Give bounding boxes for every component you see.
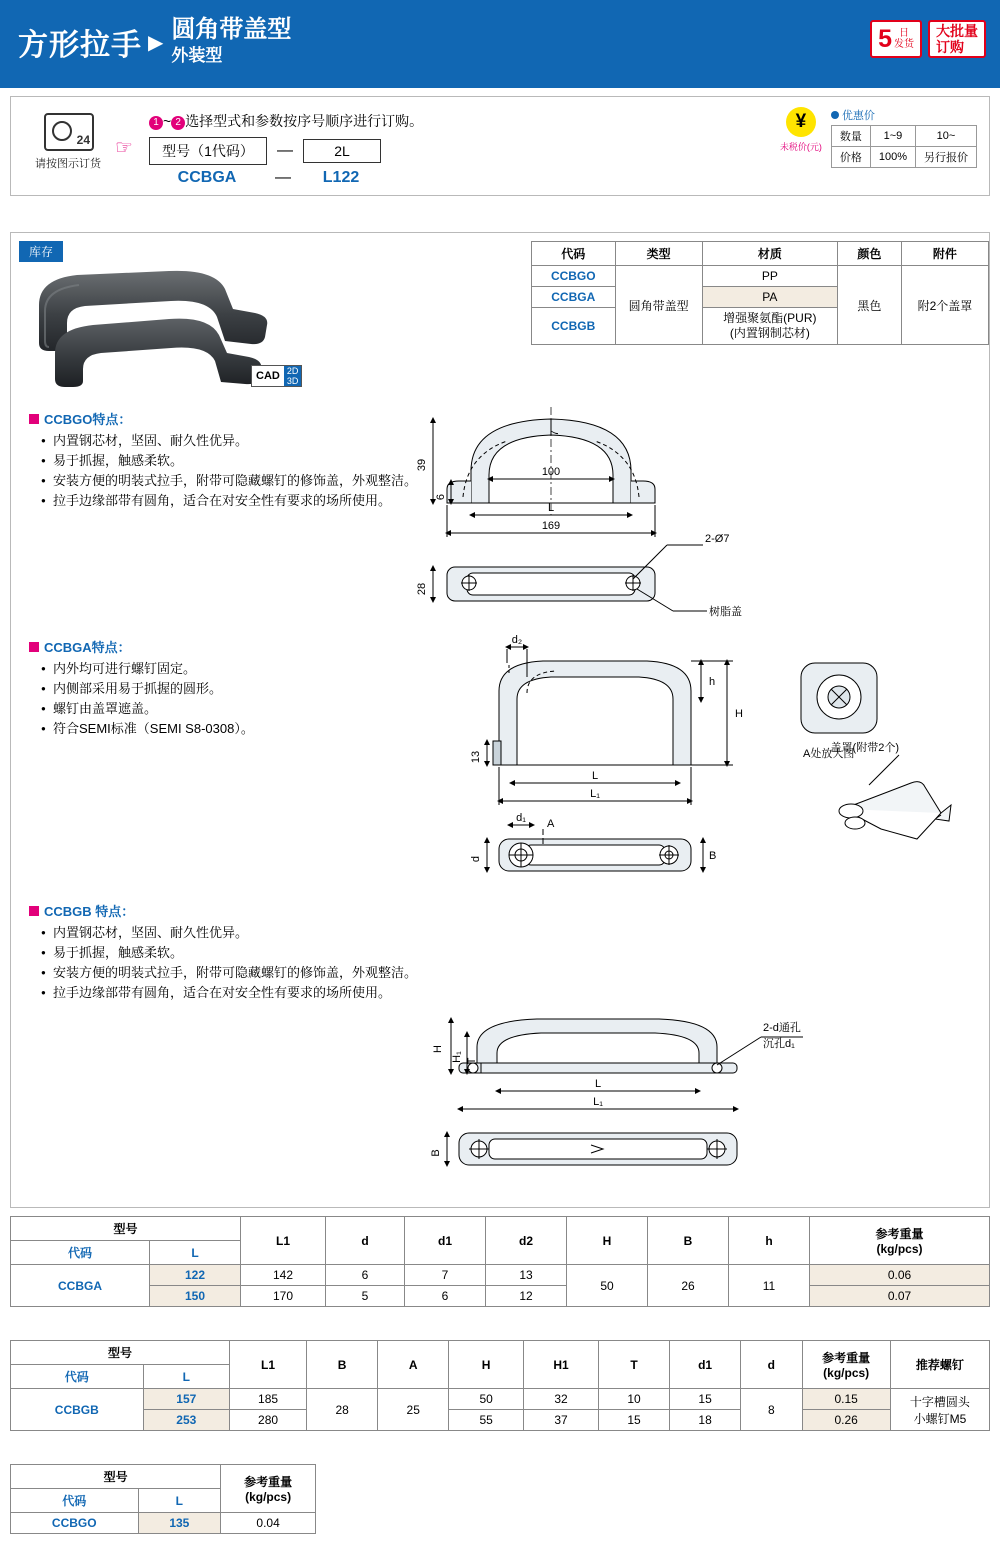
spec-type-value: 圆角带盖型 <box>615 266 702 345</box>
dim-13: 13 <box>470 750 482 764</box>
t1-row0-L: 122 <box>150 1265 241 1286</box>
t1-h-value: 11 <box>729 1265 810 1307</box>
dim-d: d <box>470 855 482 863</box>
t2-row1-weight: 0.26 <box>802 1410 890 1431</box>
spec-header-type: 类型 <box>615 242 702 266</box>
t3-sub-code: 代码 <box>11 1489 139 1513</box>
t1-sub-code: 代码 <box>11 1241 150 1265</box>
t1-weight-line2: (kg/pcs) <box>876 1242 923 1256</box>
step-1-badge: 1 <box>149 116 163 130</box>
label-A: A <box>547 818 555 830</box>
dim-169: 169 <box>541 520 561 532</box>
t2-row0-L: 157 <box>143 1389 229 1410</box>
page-header <box>0 0 1000 88</box>
spec-material-pp: PP <box>702 266 837 287</box>
t2-col-B: B <box>307 1341 378 1389</box>
label-hole-through: 2-d通孔 <box>763 1022 801 1034</box>
dim-H1: H₁ <box>451 1051 463 1063</box>
badge-shipping-days <box>870 20 922 58</box>
t1-row1-L1: 170 <box>241 1286 326 1307</box>
feature-title-ccbga: CCBGA特点： <box>29 637 459 656</box>
dim-B: B <box>430 1149 442 1157</box>
model-code-box <box>149 137 267 165</box>
cad-2d-label: 2D <box>284 366 302 376</box>
t3-weight-value: 0.04 <box>221 1513 316 1534</box>
t1-H-value: 50 <box>567 1265 648 1307</box>
badge-days-label-2: 发货 <box>894 39 914 50</box>
spec-header-material: 材质 <box>702 242 837 266</box>
header-badges <box>870 20 986 58</box>
dim-100: 100 <box>541 466 561 478</box>
t2-col-weight <box>802 1341 890 1389</box>
feature-item: ● 内置钢芯材，坚固、耐久性优异。 <box>41 924 499 941</box>
price-row-label-qty: 数量 <box>831 126 870 147</box>
t1-row1-d: 5 <box>326 1286 405 1307</box>
dim-L: L <box>547 502 555 514</box>
example-dash: — <box>275 169 291 186</box>
dim-d2: d₂ <box>511 634 523 646</box>
model-format-row <box>149 137 381 165</box>
price-qty-1: 1~9 <box>870 126 915 147</box>
drawing-ccbgo <box>411 393 771 648</box>
spec-code-ccbgo: CCBGO <box>532 266 616 287</box>
dimension-table-ccbgo <box>10 1464 316 1534</box>
t2-col-H1: H1 <box>524 1341 599 1389</box>
price-val-1: 100% <box>870 147 915 168</box>
length-box-step: 2 <box>334 143 342 159</box>
price-tax-note: 未税价(元) <box>779 142 822 152</box>
t1-row0-d2: 13 <box>486 1265 567 1286</box>
spec-material-pa: PA <box>702 287 837 308</box>
cad-download-tag[interactable] <box>251 365 302 387</box>
length-box-suffix: L <box>342 143 350 159</box>
t1-B-value: 26 <box>648 1265 729 1307</box>
t3-weight-line2: (kg/pcs) <box>245 1490 292 1504</box>
pointing-hand-icon: ☞ <box>115 137 133 159</box>
feature-item: ● 内外均可进行螺钉固定。 <box>41 660 459 677</box>
t1-code-value: CCBGA <box>11 1265 150 1307</box>
feature-block-ccbgb <box>29 901 499 1004</box>
t1-col-h: h <box>729 1217 810 1265</box>
t2-row0-H1: 32 <box>524 1389 599 1410</box>
phone-order-label: 请按图示订货 <box>35 158 101 170</box>
t2-A-value: 25 <box>378 1389 449 1431</box>
phone-order-block <box>29 107 107 171</box>
price-title: 优惠价 <box>831 107 977 123</box>
price-block <box>779 107 977 168</box>
t2-screw-line2: 小螺钉M5 <box>913 1411 967 1426</box>
dim-39: 39 <box>416 458 428 472</box>
dim-L: L <box>594 1078 602 1090</box>
specification-table <box>531 241 989 345</box>
order-instruction-bar <box>10 96 990 196</box>
dim-h: h <box>709 676 716 688</box>
dim-28: 28 <box>416 582 428 596</box>
badge-bulk-line2: 订购 <box>936 39 964 55</box>
feature-item: ● 内置钢芯材，坚固、耐久性优异。 <box>41 432 499 449</box>
length-code-box <box>303 139 381 163</box>
label-cover: 盖罩(附带2个) <box>830 742 899 754</box>
t1-sub-L: L <box>150 1241 241 1265</box>
t1-group-header: 型号 <box>11 1217 241 1241</box>
spec-material-pur-line2: (内置钢制芯材) <box>729 326 810 340</box>
t3-weight-line1: 参考重量 <box>244 1475 293 1489</box>
yen-icon-block <box>779 107 823 153</box>
t2-row1-T: 15 <box>598 1410 669 1431</box>
t1-col-d1: d1 <box>405 1217 486 1265</box>
dim-T: T <box>466 1057 478 1065</box>
t1-col-B: B <box>648 1217 729 1265</box>
t2-col-d: d <box>741 1341 802 1389</box>
price-table <box>831 125 977 168</box>
t1-col-d: d <box>326 1217 405 1265</box>
t3-code-value: CCBGO <box>11 1513 139 1534</box>
t2-row0-T: 10 <box>598 1389 669 1410</box>
t2-B-value: 28 <box>307 1389 378 1431</box>
price-row-label-price: 价格 <box>831 147 870 168</box>
dim-L: L <box>591 770 599 782</box>
t2-row1-H1: 37 <box>524 1410 599 1431</box>
spec-material-pur <box>702 308 837 345</box>
main-content-box <box>10 232 990 1208</box>
order-note-tilde: ~ <box>163 113 172 129</box>
feature-block-ccbga <box>29 637 459 740</box>
feature-item: ● 符合SEMI标准（SEMI S8-0308）。 <box>41 720 459 737</box>
t3-sub-L: L <box>138 1489 221 1513</box>
t3-L-value: 135 <box>138 1513 221 1534</box>
spec-accessory-value: 附2个盖罩 <box>901 266 988 345</box>
order-note <box>149 111 423 131</box>
spec-code-ccbgb: CCBGB <box>532 308 616 345</box>
feature-item: ● 螺钉由盖罩遮盖。 <box>41 700 459 717</box>
label-counterbore: 沉孔d₁ <box>763 1038 795 1050</box>
t2-row0-weight: 0.15 <box>802 1389 890 1410</box>
feature-title-ccbgo: CCBGO特点： <box>29 409 499 428</box>
badge-bulk-order <box>928 20 986 58</box>
model-box-prefix: 型号（ <box>162 143 205 159</box>
t1-row0-d1: 7 <box>405 1265 486 1286</box>
t2-row0-d1: 15 <box>670 1389 741 1410</box>
t3-col-weight <box>221 1465 316 1513</box>
t2-sub-L: L <box>143 1365 229 1389</box>
feature-title-ccbgb: CCBGB 特点： <box>29 901 499 920</box>
model-box-step: 1 <box>204 143 212 159</box>
t1-col-L1: L1 <box>241 1217 326 1265</box>
t2-row1-d1: 18 <box>670 1410 741 1431</box>
t1-row0-weight: 0.06 <box>810 1265 990 1286</box>
t1-row1-d1: 6 <box>405 1286 486 1307</box>
spec-header-color: 颜色 <box>838 242 902 266</box>
t2-row1-L: 253 <box>143 1410 229 1431</box>
t2-row1-L1: 280 <box>229 1410 306 1431</box>
t1-col-d2: d2 <box>486 1217 567 1265</box>
t2-col-L1: L1 <box>229 1341 306 1389</box>
price-val-2: 另行报价 <box>916 147 977 168</box>
spec-material-pur-line1: 增强聚氨酯(PUR) <box>723 311 817 325</box>
feature-item: ● 拉手边缘部带有圆角，适合在对安全性有要求的场所使用。 <box>41 492 499 509</box>
t3-group-header: 型号 <box>11 1465 221 1489</box>
t1-col-weight <box>810 1217 990 1265</box>
t2-row0-L1: 185 <box>229 1389 306 1410</box>
feature-item: ● 易于抓握，触感柔软。 <box>41 452 499 469</box>
t1-row0-d: 6 <box>326 1265 405 1286</box>
feature-item: ● 拉手边缘部带有圆角，适合在对安全性有要求的场所使用。 <box>41 984 499 1001</box>
t2-col-screw: 推荐螺钉 <box>890 1341 989 1389</box>
dimension-table-ccbgb <box>10 1340 990 1431</box>
t2-screw-line1: 十字槽圆头 <box>909 1394 970 1409</box>
arrow-icon: ▶ <box>148 31 164 54</box>
t2-col-d1: d1 <box>670 1341 741 1389</box>
spec-color-value: 黑色 <box>838 266 902 345</box>
t1-row1-L: 150 <box>150 1286 241 1307</box>
dim-L1: L₁ <box>590 788 600 800</box>
spec-header-accessory: 附件 <box>901 242 988 266</box>
t2-group-header: 型号 <box>11 1341 230 1365</box>
t2-weight-line1: 参考重量 <box>822 1351 871 1365</box>
example-code-row <box>149 169 381 187</box>
spec-code-ccbga: CCBGA <box>532 287 616 308</box>
phone-24-label: 24 <box>76 133 90 147</box>
header-subtitle-2: 外装型 <box>171 46 223 65</box>
badge-days-label-1: 日 <box>899 28 909 39</box>
dim-hole: 2-Ø7 <box>705 533 730 545</box>
t2-d-value: 8 <box>741 1389 802 1431</box>
dim-H: H <box>735 708 743 720</box>
yen-icon: ¥ <box>786 107 816 137</box>
cad-label: CAD <box>256 370 280 382</box>
t1-row1-d2: 12 <box>486 1286 567 1307</box>
t2-row0-H: 50 <box>449 1389 524 1410</box>
t2-screw-value <box>890 1389 989 1431</box>
badge-bulk-line1: 大批量 <box>936 23 978 39</box>
t1-row1-weight: 0.07 <box>810 1286 990 1307</box>
dim-6: 6 <box>435 493 447 501</box>
t2-sub-code: 代码 <box>11 1365 144 1389</box>
dim-H: H <box>432 1045 444 1053</box>
t2-col-T: T <box>598 1341 669 1389</box>
t1-weight-line1: 参考重量 <box>875 1227 924 1241</box>
dimension-table-ccbga <box>10 1216 990 1307</box>
model-box-suffix: 代码） <box>211 143 254 159</box>
feature-item: ● 安装方便的明装式拉手，附带可隐藏螺钉的修饰盖，外观整洁。 <box>41 964 499 981</box>
dim-d1: d₁ <box>516 812 526 824</box>
cad-3d-label: 3D <box>284 376 302 386</box>
header-subtitle-1: 圆角带盖型 <box>171 16 292 43</box>
dim-B: B <box>709 850 717 862</box>
t2-row1-H: 55 <box>449 1410 524 1431</box>
t2-weight-line2: (kg/pcs) <box>823 1366 870 1380</box>
header-title-block <box>18 16 291 68</box>
example-length-code: L122 <box>322 169 360 186</box>
drawing-ccbga <box>451 633 991 898</box>
t2-col-A: A <box>378 1341 449 1389</box>
dim-7: 7 <box>549 429 561 437</box>
feature-item: ● 易于抓握，触感柔软。 <box>41 944 499 961</box>
label-resin-cap: 树脂盖 <box>709 606 742 618</box>
feature-item: ● 安装方便的明装式拉手，附带可隐藏螺钉的修饰盖，外观整洁。 <box>41 472 499 489</box>
t2-col-H: H <box>449 1341 524 1389</box>
drawing-ccbgb <box>411 1003 841 1188</box>
order-note-text: 选择型式和参数按序号顺序进行订购。 <box>185 113 424 129</box>
dim-L1: L₁ <box>593 1096 603 1108</box>
spec-header-code: 代码 <box>532 242 616 266</box>
price-qty-2: 10~ <box>916 126 977 147</box>
example-model-code: CCBGA <box>177 169 237 186</box>
badge-days-number: 5 <box>878 25 892 53</box>
page-title: 方形拉手 <box>18 29 142 62</box>
telephone-icon <box>40 107 96 153</box>
step-2-badge: 2 <box>171 116 185 130</box>
label-detail-a: A处放大图 <box>803 748 855 760</box>
separator-dash: — <box>277 142 293 159</box>
t1-col-H: H <box>567 1217 648 1265</box>
t2-code-value: CCBGB <box>11 1389 144 1431</box>
stock-badge: 库存 <box>19 241 63 262</box>
feature-item: ● 内侧部采用易于抓握的圆形。 <box>41 680 459 697</box>
t1-row0-L1: 142 <box>241 1265 326 1286</box>
